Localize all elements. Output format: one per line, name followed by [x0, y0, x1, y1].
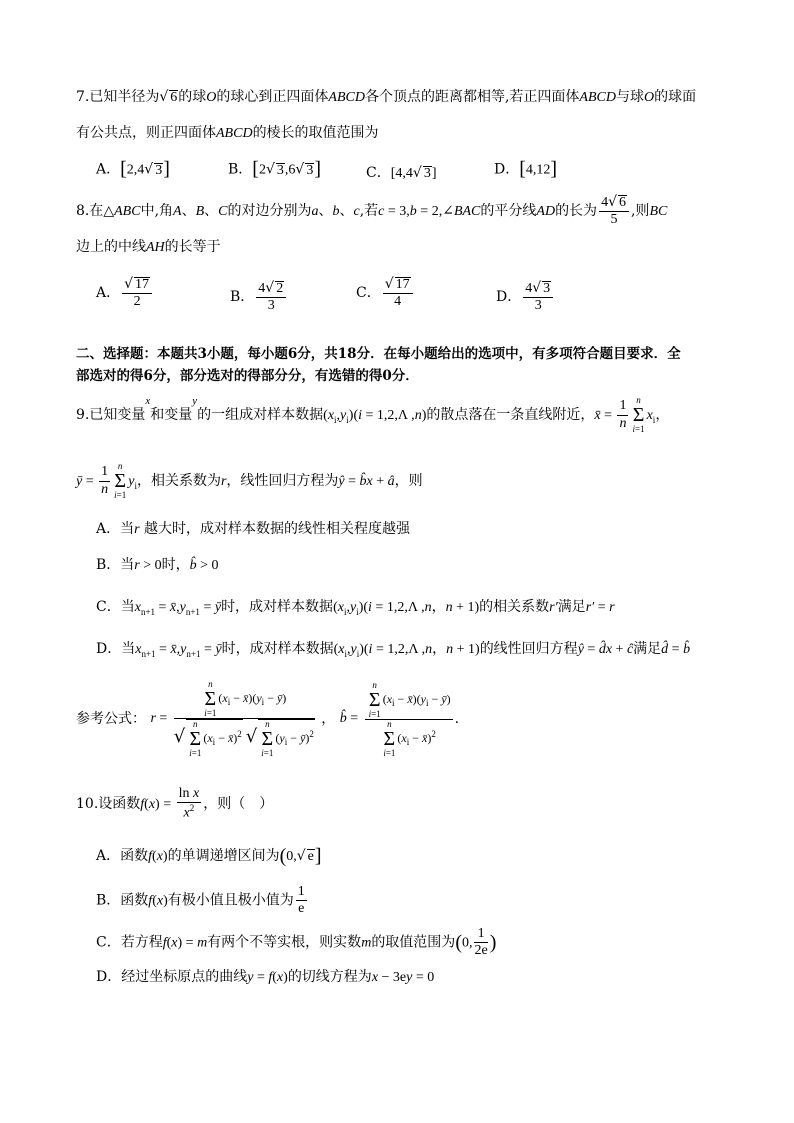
q10-stem: 10.设函数f(x) = $\frac{\text{ln x}}{x^2}$ ，则（ ） [76, 786, 274, 821]
q8-line1: 8.在△ABC中,角A、B、C的对边分别为a、b、c,若c = 3,b = 2,∠BAC的平分线AD的长为 $\frac{4√ 6}{5}$ ,则BC [76, 194, 668, 228]
q9-line2: ȳ = $\frac{1}{n}$ n Σ $i=1y_i$，相关系数为r，线性回归方程为ŷ = b̂x + â，则 [76, 461, 423, 500]
section2-line1: 二、选择题：本题共3小题，每小题6分，共18分．在每小题给出的选项中，有多项符合题目要求．全 [76, 346, 681, 362]
q8-option-a: A． $\frac{√ 17}{2}$ [96, 276, 154, 310]
q10-option-a: A．函数f(x)的单调递增区间为(0,√ e] [96, 845, 322, 867]
reference-label: 参考公式： [76, 711, 146, 727]
q10-option-c: C．若方程f(x) = m有两个不等实根，则实数m的取值范围为(0, $\frac{1}{2e}$ ) [96, 926, 497, 959]
q7-option-d: D．[4,12] [494, 158, 558, 180]
q7-option-b: B．[2√ 3,6√ 3] [228, 158, 321, 180]
q9-option-d: D．当$x_{n+1}$ = $x̄,y_{n+1}$ = ȳ时，成对样本数据$(x_i,y_i)(i = 1,2,\Lambda$ ,n，n + 1)的线性回归方程ŷ = d̂x + ĉ满足d̂ = b̂ [96, 641, 691, 659]
q9-option-c: C．当$x_{n+1}$ = $x̄,y_{n+1}$ = ȳ时，成对样本数据$(x_i,y_i)(i = 1,2,\Lambda$ ,n，n + 1)的相关系数r′满足r′ = r [96, 599, 615, 617]
q8-option-b: B． $\frac{4√ 2}{3}$ [230, 280, 288, 314]
q8-option-c: C． $\frac{√ 17}{4}$ [356, 276, 415, 310]
q7-option-a: A．[2,4√ 3] [96, 158, 170, 180]
q10-option-b: B．函数f(x)有极小值且极小值为 $\frac{1}{e}$ [96, 884, 305, 917]
q9-reference-formula: 参考公式： r = n Σ $i=1(x_i$ − $x̄)(y_i$ − ȳ) √n Σ $i=1(x_i$ − x̄)$^2$ √n Σ $i=1(y_i$ − ȳ)$^2$ ， b̂ = n Σ $i=1(x_i$ − $x̄)(y_i$ − ȳ) n Σ $i=1(x_i$ − x̄)$^2$ . [76, 679, 460, 758]
q7-line1: 7.已知半径为√ 6的球O的球心到正四面体ABCD各个顶点的距离都相等,若正四面体ABCD与球O的球面 [76, 89, 697, 105]
q10-option-d: D．经过坐标原点的曲线y = f(x)的切线方程为x − 3ey = 0 [96, 969, 435, 985]
q8-line2: 边上的中线AH的长等于 [76, 239, 221, 255]
q7-line2: 有公共点，则正四面体ABCD的棱长的取值范围为 [76, 125, 379, 141]
q9-option-a: A．当r 越大时，成对样本数据的线性相关程度越强 [96, 521, 411, 537]
q7-option-c: C．[4,4√ 3] [366, 165, 437, 181]
q8-option-d: D． $\frac{4√ 3}{3}$ [496, 280, 555, 314]
q9-line1: 9.已知变量$^x$和变量$^y$的一组成对样本数据$(x_i,y_i)(i = 1,2,\Lambda$ ,n)的散点落在一条直线附近，x̄ = $\frac{1}{n}$ n Σ $i=1x_i$， [76, 395, 670, 434]
section2-line2: 部选对的得6分，部分选对的得部分分，有选错的得0分． [76, 368, 419, 384]
q9-option-b: B．当r > 0时，b̂ > 0 [96, 557, 219, 573]
